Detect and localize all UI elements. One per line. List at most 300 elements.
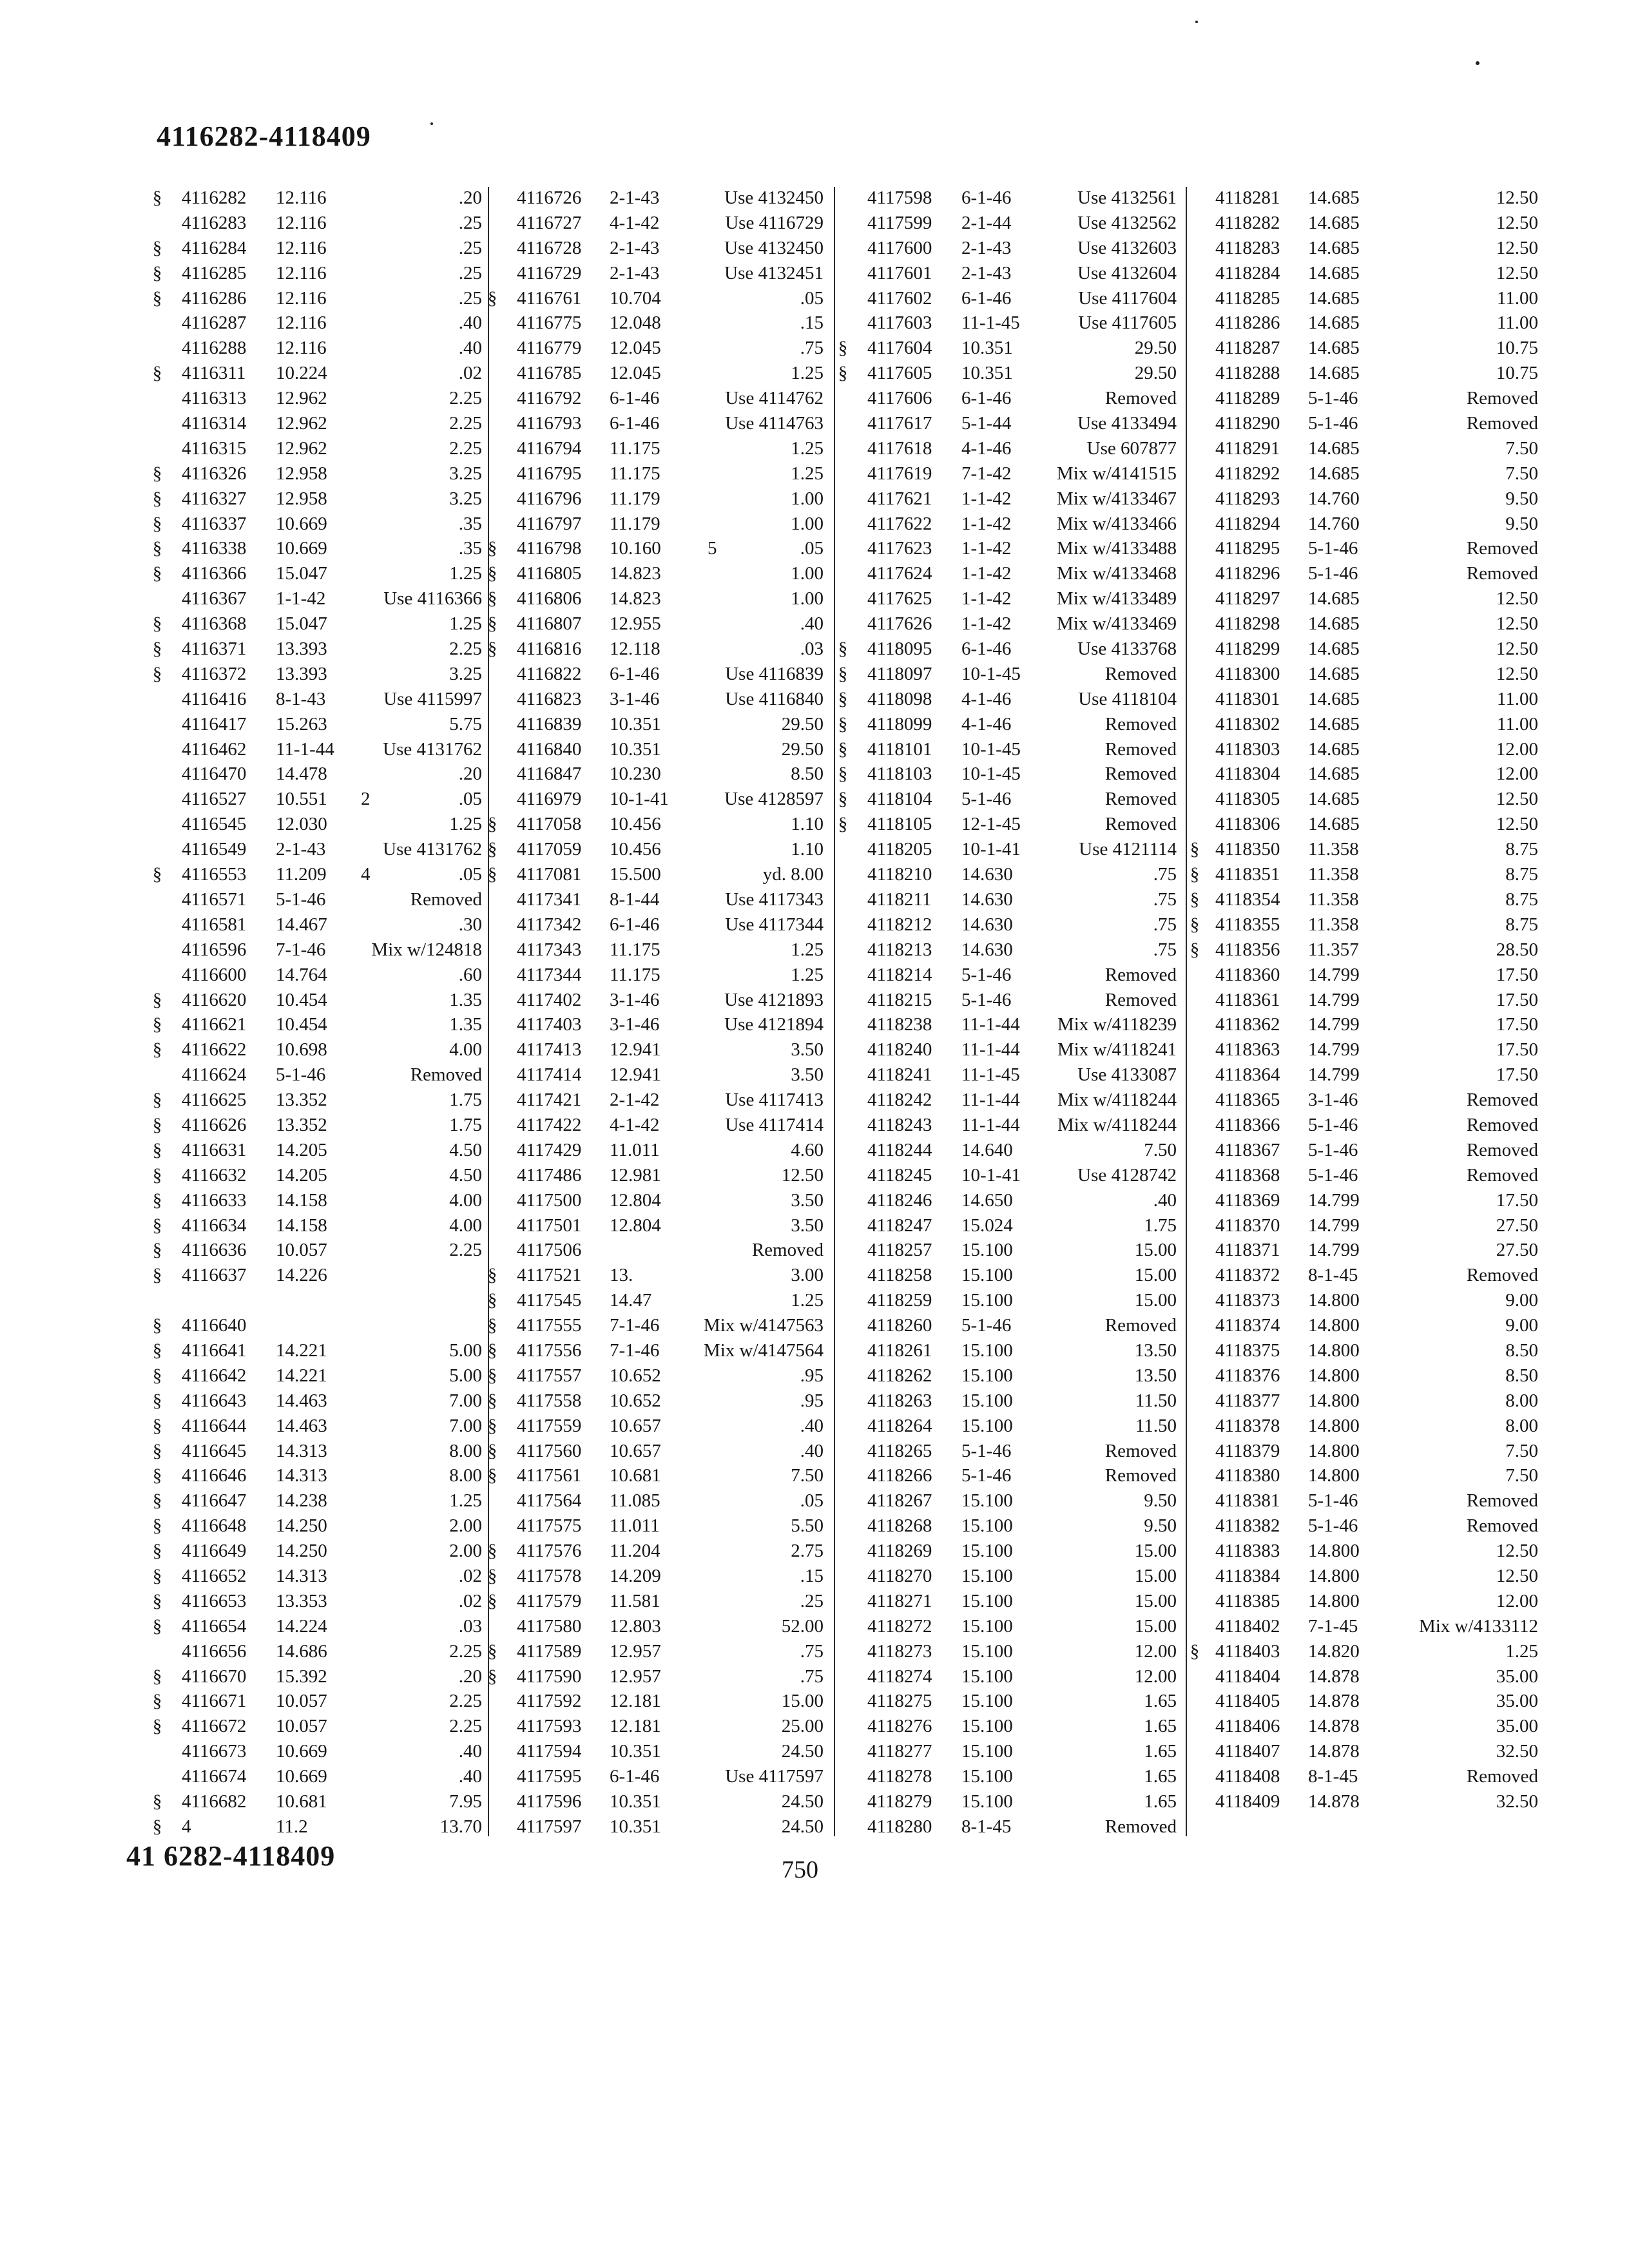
part-number: 4116840 xyxy=(517,738,582,760)
part-number: 4116462 xyxy=(182,738,247,760)
part-number: 4116682 xyxy=(182,1791,247,1812)
part-number: 4116416 xyxy=(182,688,247,709)
price-or-note: 4.00 xyxy=(449,1215,482,1236)
price-or-note: 3.25 xyxy=(449,488,482,509)
part-number: 4118354 xyxy=(1215,889,1280,910)
price-or-note: 1.25 xyxy=(791,1290,824,1311)
part-number: 4118365 xyxy=(1215,1090,1280,1111)
listing-row xyxy=(1187,411,1543,436)
listing-row xyxy=(129,687,487,712)
listing-row xyxy=(1187,1363,1543,1389)
part-code: 2-1-43 xyxy=(961,237,1012,258)
listing-row xyxy=(1187,762,1543,787)
part-number: 4117560 xyxy=(517,1440,582,1461)
price-or-note: 7.50 xyxy=(1505,463,1538,484)
part-number: 4116314 xyxy=(182,413,247,434)
price-or-note: 11.50 xyxy=(1135,1390,1177,1411)
listing-row xyxy=(488,1313,833,1338)
part-number: 4118293 xyxy=(1215,488,1280,509)
part-code: 13.353 xyxy=(276,1590,327,1611)
section-mark: § xyxy=(487,1590,497,1611)
part-number: 4118267 xyxy=(867,1490,932,1512)
section-mark: § xyxy=(1190,939,1200,960)
listing-row xyxy=(835,1764,1184,1789)
listing-row xyxy=(488,611,833,637)
part-number: 4118282 xyxy=(1215,212,1280,233)
price-or-note: 2.25 xyxy=(449,388,482,409)
part-code: 14.799 xyxy=(1308,1039,1360,1061)
price-or-note: .75 xyxy=(800,1666,824,1687)
listing-row xyxy=(129,1263,487,1288)
part-number: 4116806 xyxy=(517,588,582,610)
section-mark: § xyxy=(838,663,848,684)
listing-row xyxy=(129,211,487,236)
part-number: 4116372 xyxy=(182,663,247,684)
section-mark: § xyxy=(152,1139,162,1160)
price-or-note: .25 xyxy=(458,287,482,309)
section-mark: § xyxy=(152,1816,162,1837)
part-code: 11.175 xyxy=(610,964,660,985)
listing-row xyxy=(1187,1789,1543,1814)
price-or-note: Use 4116840 xyxy=(725,688,824,709)
part-number: 4117403 xyxy=(517,1014,582,1035)
price-or-note: 12.50 xyxy=(1496,1541,1538,1562)
price-or-note: Removed xyxy=(1466,563,1538,584)
part-code: 14.221 xyxy=(276,1365,327,1386)
part-code: 15.100 xyxy=(961,1390,1013,1411)
part-number: 4118366 xyxy=(1215,1114,1280,1135)
part-number: 4118291 xyxy=(1215,437,1280,459)
part-number: 4118245 xyxy=(867,1164,932,1186)
part-code: 14.685 xyxy=(1308,463,1360,484)
listing-row xyxy=(488,1389,833,1414)
price-or-note: 8.50 xyxy=(1505,1340,1538,1361)
listing-row xyxy=(488,712,833,737)
listing-row xyxy=(129,1288,487,1313)
part-number: 4116673 xyxy=(182,1741,247,1762)
listing-row xyxy=(488,1564,833,1589)
part-number: 4117556 xyxy=(517,1340,582,1361)
listing-row xyxy=(129,486,487,512)
price-or-note: 4.00 xyxy=(449,1189,482,1211)
part-number: 4118277 xyxy=(867,1741,932,1762)
part-number: 4116793 xyxy=(517,413,582,434)
listing-row xyxy=(835,1163,1184,1188)
part-code: 5-1-46 xyxy=(1308,563,1358,584)
part-number: 4118306 xyxy=(1215,814,1280,835)
price-or-note: .40 xyxy=(458,338,482,359)
listing-row xyxy=(835,1113,1184,1138)
price-or-note: 11.00 xyxy=(1496,713,1538,735)
listing-row xyxy=(835,1188,1184,1213)
listing-row xyxy=(488,1113,833,1138)
part-code: 12.116 xyxy=(276,212,327,233)
listing-row xyxy=(1187,637,1543,662)
listing-row xyxy=(1187,512,1543,537)
part-number: 4118242 xyxy=(867,1090,932,1111)
price-or-note: .05 xyxy=(800,1490,824,1512)
listing-row xyxy=(488,1463,833,1488)
listing-row xyxy=(129,1689,487,1714)
page-number: 750 xyxy=(782,1856,818,1883)
listing-row xyxy=(835,436,1184,461)
price-or-note: Use 4121894 xyxy=(724,1014,824,1035)
listing-row xyxy=(488,586,833,611)
part-number: 4116282 xyxy=(182,187,247,208)
listing-row xyxy=(1187,1639,1543,1664)
listing-row xyxy=(129,236,487,261)
part-number: 4116654 xyxy=(182,1615,247,1637)
listing-row xyxy=(488,211,833,236)
part-code: 11-1-44 xyxy=(961,1014,1020,1035)
part-code: 6-1-46 xyxy=(610,1766,660,1787)
part-number: 4118371 xyxy=(1215,1240,1280,1261)
listing-row xyxy=(835,561,1184,586)
listing-column-1 xyxy=(129,186,487,1840)
price-or-note: Use 4116366 xyxy=(383,588,482,610)
part-number: 4116792 xyxy=(517,388,582,409)
price-or-note: 3.50 xyxy=(791,1189,824,1211)
part-number: 4118367 xyxy=(1215,1139,1280,1160)
listing-row xyxy=(835,1313,1184,1338)
price-or-note: Use 4132604 xyxy=(1077,262,1177,284)
price-or-note: 9.00 xyxy=(1505,1290,1538,1311)
part-number: 4116646 xyxy=(182,1465,247,1486)
part-number: 4117059 xyxy=(517,839,582,860)
price-or-note: 12.50 xyxy=(1496,1565,1538,1586)
part-code: 11.358 xyxy=(1308,864,1359,885)
listing-row xyxy=(488,261,833,286)
section-mark: § xyxy=(487,864,497,885)
part-number: 4118385 xyxy=(1215,1590,1280,1611)
part-code: 5-1-46 xyxy=(1308,1490,1358,1512)
part-code: 2-1-43 xyxy=(610,187,660,208)
section-mark: § xyxy=(152,1541,162,1562)
listing-row xyxy=(835,837,1184,862)
price-or-note: Mix w/4133467 xyxy=(1056,488,1177,509)
part-code: 7-1-42 xyxy=(961,463,1012,484)
price-or-note: 12.50 xyxy=(1496,588,1538,610)
part-number: 4117621 xyxy=(867,488,932,509)
price-or-note: 1.25 xyxy=(791,964,824,985)
part-number: 4118213 xyxy=(867,939,932,960)
price-or-note: 3.25 xyxy=(449,663,482,684)
part-number: 4116637 xyxy=(182,1265,247,1286)
part-code: 15.100 xyxy=(961,1615,1013,1637)
part-code: 12.958 xyxy=(276,463,327,484)
part-code: 10.652 xyxy=(610,1390,661,1411)
part-number: 4118300 xyxy=(1215,663,1280,684)
section-mark: § xyxy=(487,287,497,309)
listing-row xyxy=(129,1514,487,1539)
part-code: 11.358 xyxy=(1308,839,1359,860)
listing-row xyxy=(488,361,833,386)
part-code: 11.209 xyxy=(276,864,327,885)
part-code: 10.669 xyxy=(276,1741,327,1762)
price-or-note: Removed xyxy=(1104,789,1177,810)
part-code: 12.962 xyxy=(276,437,327,459)
part-number: 4118279 xyxy=(867,1791,932,1812)
part-code: 7-1-46 xyxy=(610,1340,660,1361)
price-or-note: 27.50 xyxy=(1496,1240,1538,1261)
section-mark: § xyxy=(152,1240,162,1261)
section-mark: § xyxy=(152,1691,162,1712)
listing-row xyxy=(835,712,1184,737)
part-number: 4118285 xyxy=(1215,287,1280,309)
listing-row xyxy=(129,812,487,837)
section-mark: § xyxy=(152,513,162,534)
part-number: 4117622 xyxy=(867,513,932,534)
section-mark: § xyxy=(487,1365,497,1386)
part-code: 10.230 xyxy=(610,764,661,785)
price-or-note: Removed xyxy=(1466,1090,1538,1111)
listing-row xyxy=(835,637,1184,662)
part-number: 4117501 xyxy=(517,1215,582,1236)
price-or-note: 29.50 xyxy=(1134,338,1177,359)
part-number: 4118247 xyxy=(867,1215,932,1236)
listing-row xyxy=(835,1012,1184,1037)
part-number: 4118362 xyxy=(1215,1014,1280,1035)
price-or-note: Use 4132562 xyxy=(1077,212,1177,233)
section-mark: § xyxy=(152,864,162,885)
price-or-note: 12.50 xyxy=(1496,613,1538,635)
section-mark: § xyxy=(152,563,162,584)
listing-row xyxy=(835,611,1184,637)
part-number: 4118103 xyxy=(867,764,932,785)
part-number: 4116979 xyxy=(517,789,582,810)
price-or-note: 7.50 xyxy=(1144,1139,1177,1160)
price-or-note: Use 4117414 xyxy=(725,1114,824,1135)
part-number: 4117590 xyxy=(517,1666,582,1687)
listing-row xyxy=(129,1338,487,1363)
part-code: 14.685 xyxy=(1308,287,1360,309)
listing-row xyxy=(488,1263,833,1288)
listing-row xyxy=(1187,1589,1543,1614)
part-code: 10.351 xyxy=(610,713,661,735)
part-code: 1-1-42 xyxy=(961,588,1012,610)
price-or-note: Mix w/4147564 xyxy=(703,1340,824,1361)
part-code: 10.351 xyxy=(610,738,661,760)
listing-row xyxy=(488,988,833,1013)
listing-row xyxy=(488,561,833,586)
section-mark: § xyxy=(487,588,497,610)
part-number: 4117500 xyxy=(517,1189,582,1211)
part-number: 4117600 xyxy=(867,237,932,258)
part-number: 4116727 xyxy=(517,212,582,233)
section-mark: § xyxy=(152,1215,162,1236)
part-code: 12.030 xyxy=(276,814,327,835)
listing-row xyxy=(835,386,1184,411)
price-or-note: 12.50 xyxy=(1496,187,1538,208)
price-or-note: 35.00 xyxy=(1496,1691,1538,1712)
listing-row xyxy=(1187,1463,1543,1488)
part-number: 4118297 xyxy=(1215,588,1280,610)
price-or-note: yd. 8.00 xyxy=(762,864,824,885)
section-mark: § xyxy=(152,1114,162,1135)
part-number: 4118403 xyxy=(1215,1640,1280,1662)
section-mark: § xyxy=(152,1315,162,1336)
part-code: 11-1-45 xyxy=(961,1064,1020,1086)
part-code: 14.250 xyxy=(276,1515,327,1537)
part-number: 4116785 xyxy=(517,363,582,384)
part-number: 4116847 xyxy=(517,764,582,785)
price-or-note: 3.50 xyxy=(791,1215,824,1236)
price-or-note: Mix w/4133469 xyxy=(1056,613,1177,635)
part-number: 4118258 xyxy=(867,1265,932,1286)
part-number: 4117486 xyxy=(517,1164,582,1186)
part-code: 1-1-42 xyxy=(961,563,1012,584)
part-code: 5-1-44 xyxy=(961,413,1012,434)
section-mark: § xyxy=(152,1390,162,1411)
part-number: 4118361 xyxy=(1215,989,1280,1010)
listing-row xyxy=(1187,1689,1543,1714)
price-or-note: 9.50 xyxy=(1505,513,1538,534)
part-code: 11.011 xyxy=(610,1515,660,1537)
part-code: 10-1-41 xyxy=(961,1164,1021,1186)
part-code: 3-1-46 xyxy=(610,688,660,709)
part-number: 4117599 xyxy=(867,212,932,233)
part-code: 6-1-46 xyxy=(610,388,660,409)
part-code: 7-1-46 xyxy=(276,939,326,960)
part-number: 4116367 xyxy=(182,588,247,610)
section-mark: § xyxy=(487,1565,497,1586)
part-code: 12.116 xyxy=(276,338,327,359)
part-code: 2-1-42 xyxy=(610,1090,660,1111)
price-or-note: 8.50 xyxy=(1505,1365,1538,1386)
section-mark: § xyxy=(838,713,848,735)
part-code: 12.955 xyxy=(610,613,661,635)
listing-row xyxy=(488,411,833,436)
part-number: 4118376 xyxy=(1215,1365,1280,1386)
listing-row xyxy=(129,1789,487,1814)
price-or-note: Use 607877 xyxy=(1086,437,1177,459)
part-number: 4118215 xyxy=(867,989,932,1010)
part-code: 10.456 xyxy=(610,814,661,835)
listing-row xyxy=(129,386,487,411)
listing-row xyxy=(835,536,1184,561)
part-code: 15.024 xyxy=(961,1215,1013,1236)
listing-row xyxy=(129,1088,487,1113)
part-code: 8-1-45 xyxy=(1308,1766,1358,1787)
part-number: 4118301 xyxy=(1215,688,1280,709)
listing-row xyxy=(129,1639,487,1664)
section-mark: § xyxy=(152,1490,162,1512)
price-or-note: .40 xyxy=(1153,1189,1177,1211)
price-or-note: Mix w/4133112 xyxy=(1418,1615,1538,1637)
part-code: 11.175 xyxy=(610,437,660,459)
part-number: 4116797 xyxy=(517,513,582,534)
part-number: 4118302 xyxy=(1215,713,1280,735)
part-code: 10.551 xyxy=(276,789,327,810)
price-or-note: 11.00 xyxy=(1496,688,1538,709)
price-or-note: Removed xyxy=(1466,1139,1538,1160)
listing-row xyxy=(129,787,487,812)
part-number: 4118364 xyxy=(1215,1064,1280,1086)
part-code: 10.669 xyxy=(276,538,327,559)
listing-row xyxy=(835,1363,1184,1389)
part-number: 4118355 xyxy=(1215,914,1280,935)
part-code: 14.764 xyxy=(276,964,327,985)
listing-row xyxy=(835,862,1184,887)
price-or-note: .40 xyxy=(458,1741,482,1762)
part-number: 4118402 xyxy=(1215,1615,1280,1637)
part-code: 10.224 xyxy=(276,363,327,384)
price-or-note: .40 xyxy=(800,613,824,635)
price-or-note: 9.00 xyxy=(1505,1315,1538,1336)
listing-row xyxy=(129,1238,487,1263)
part-code: 6-1-46 xyxy=(961,187,1012,208)
listing-row xyxy=(129,336,487,361)
price-or-note: 2.25 xyxy=(449,1716,482,1737)
part-number: 4116674 xyxy=(182,1766,247,1787)
part-code: 14.760 xyxy=(1308,513,1360,534)
part-code: 15.100 xyxy=(961,1640,1013,1662)
part-number: 4117596 xyxy=(517,1791,582,1812)
listing-row xyxy=(1187,1539,1543,1564)
part-code: 12.941 xyxy=(610,1039,661,1061)
price-or-note: Use 4117605 xyxy=(1078,312,1177,334)
part-code: 7-1-46 xyxy=(610,1315,660,1336)
price-or-note: 12.50 xyxy=(1496,814,1538,835)
price-or-note: Use 4133494 xyxy=(1077,413,1177,434)
part-number: 4118263 xyxy=(867,1390,932,1411)
part-number: 4116366 xyxy=(182,563,247,584)
part-number: 4116636 xyxy=(182,1240,247,1261)
part-code: 12.116 xyxy=(276,237,327,258)
part-number: 4116311 xyxy=(182,363,246,384)
price-or-note: Use 4121893 xyxy=(724,989,824,1010)
part-number: 4117619 xyxy=(867,463,932,484)
part-code: 12.045 xyxy=(610,363,661,384)
price-or-note: .95 xyxy=(800,1390,824,1411)
price-or-note: 8.00 xyxy=(1505,1415,1538,1436)
price-or-note: .95 xyxy=(800,1365,824,1386)
price-or-note: .03 xyxy=(458,1615,482,1637)
listing-row xyxy=(1187,712,1543,737)
listing-row xyxy=(488,1213,833,1238)
price-or-note: 24.50 xyxy=(781,1816,824,1837)
part-number: 4117557 xyxy=(517,1365,582,1386)
price-or-note: Removed xyxy=(1466,1490,1538,1512)
part-code: 14.760 xyxy=(1308,488,1360,509)
listing-row xyxy=(835,1288,1184,1313)
part-number: 4118379 xyxy=(1215,1440,1280,1461)
price-or-note: 1.25 xyxy=(791,939,824,960)
listing-row xyxy=(129,586,487,611)
price-or-note: 8.75 xyxy=(1505,914,1538,935)
part-code: 12.116 xyxy=(276,287,327,309)
part-code: 14.800 xyxy=(1308,1415,1360,1436)
price-or-note: .25 xyxy=(458,237,482,258)
part-code: 3-1-46 xyxy=(1308,1090,1358,1111)
listing-row xyxy=(1187,586,1543,611)
part-code: 4-1-46 xyxy=(961,437,1012,459)
part-code: 11.204 xyxy=(610,1541,660,1562)
part-number: 4116368 xyxy=(182,613,247,635)
part-code: 5-1-46 xyxy=(1308,388,1358,409)
price-or-note: 3.25 xyxy=(449,463,482,484)
part-number: 4116823 xyxy=(517,688,582,709)
part-number: 4118212 xyxy=(867,914,932,935)
price-or-note: .05 xyxy=(458,789,482,810)
part-code: 14.685 xyxy=(1308,588,1360,610)
price-or-note: 8.75 xyxy=(1505,839,1538,860)
price-or-note: Use 4132451 xyxy=(724,262,824,284)
listing-row xyxy=(835,1088,1184,1113)
listing-row xyxy=(835,586,1184,611)
listing-row xyxy=(129,1188,487,1213)
section-mark: § xyxy=(838,814,848,835)
